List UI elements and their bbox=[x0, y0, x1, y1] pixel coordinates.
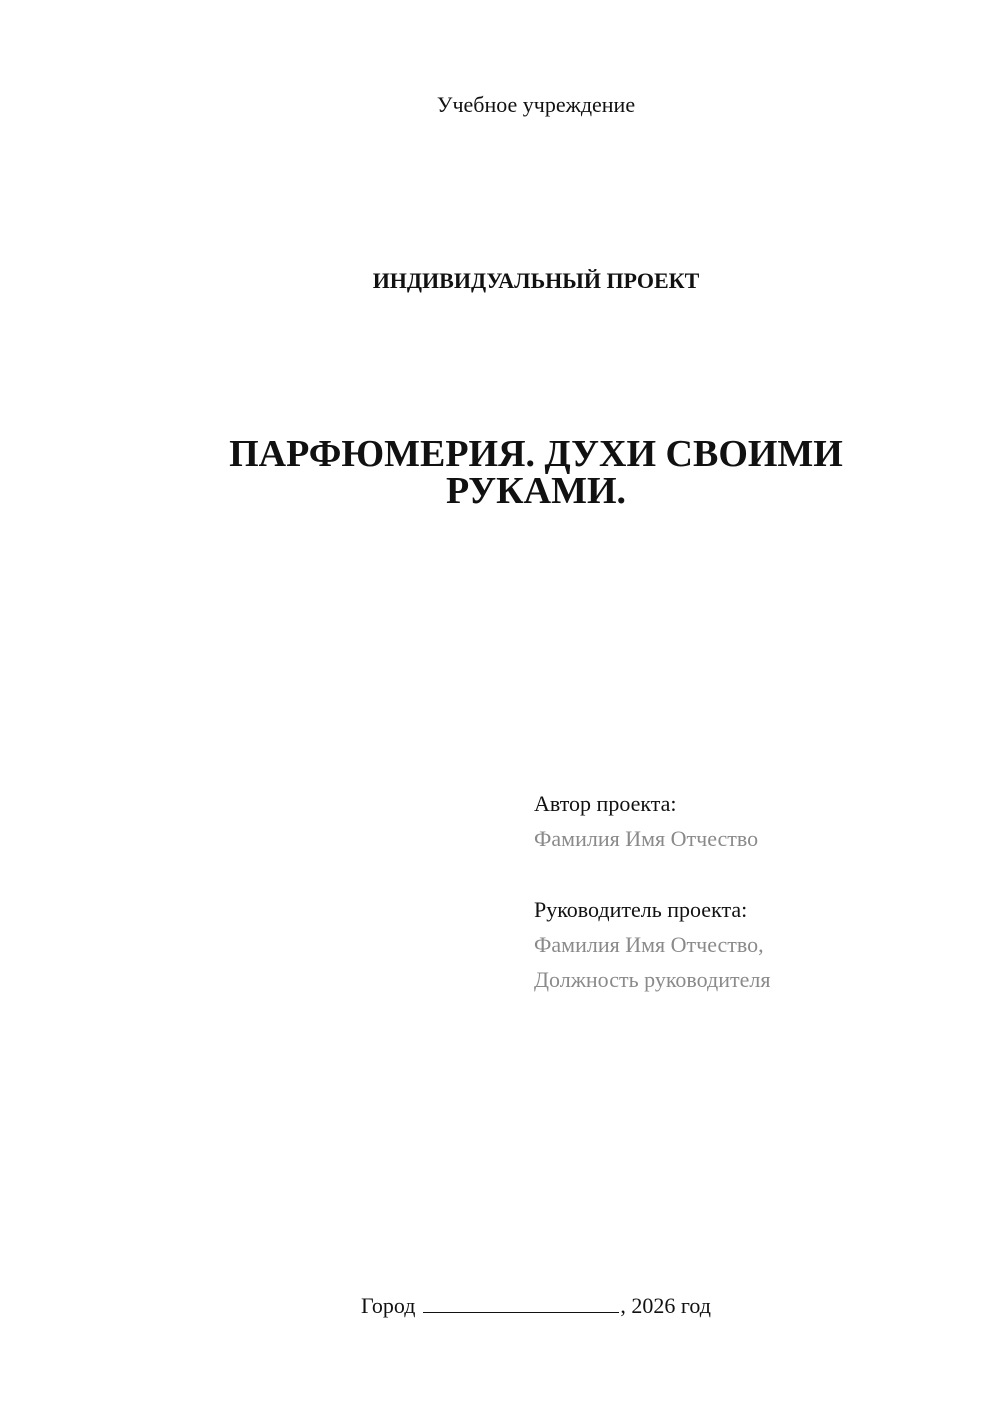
project-type-heading: ИНДИВИДУАЛЬНЫЙ ПРОЕКТ bbox=[372, 268, 700, 293]
credits-spacer bbox=[534, 856, 974, 892]
author-label: Автор проекта: bbox=[534, 791, 677, 816]
project-title-line-2: РУКАМИ. bbox=[445, 470, 627, 512]
city-blank-line bbox=[423, 1290, 619, 1313]
institution-name: Учебное учреждение bbox=[436, 92, 636, 117]
city-label: Город bbox=[361, 1293, 416, 1318]
footer-city-year bbox=[0, 1290, 1000, 1321]
credits-block bbox=[534, 786, 974, 997]
supervisor-name-placeholder: Фамилия Имя Отчество, bbox=[534, 932, 764, 957]
author-name-placeholder: Фамилия Имя Отчество bbox=[534, 826, 759, 851]
year-text: , 2026 год bbox=[620, 1293, 711, 1318]
project-title bbox=[160, 433, 912, 512]
supervisor-label: Руководитель проекта: bbox=[534, 897, 748, 922]
project-title-line-1: ПАРФЮМЕРИЯ. ДУХИ СВОИМИ bbox=[229, 433, 843, 475]
supervisor-position-placeholder: Должность руководителя bbox=[534, 967, 771, 992]
